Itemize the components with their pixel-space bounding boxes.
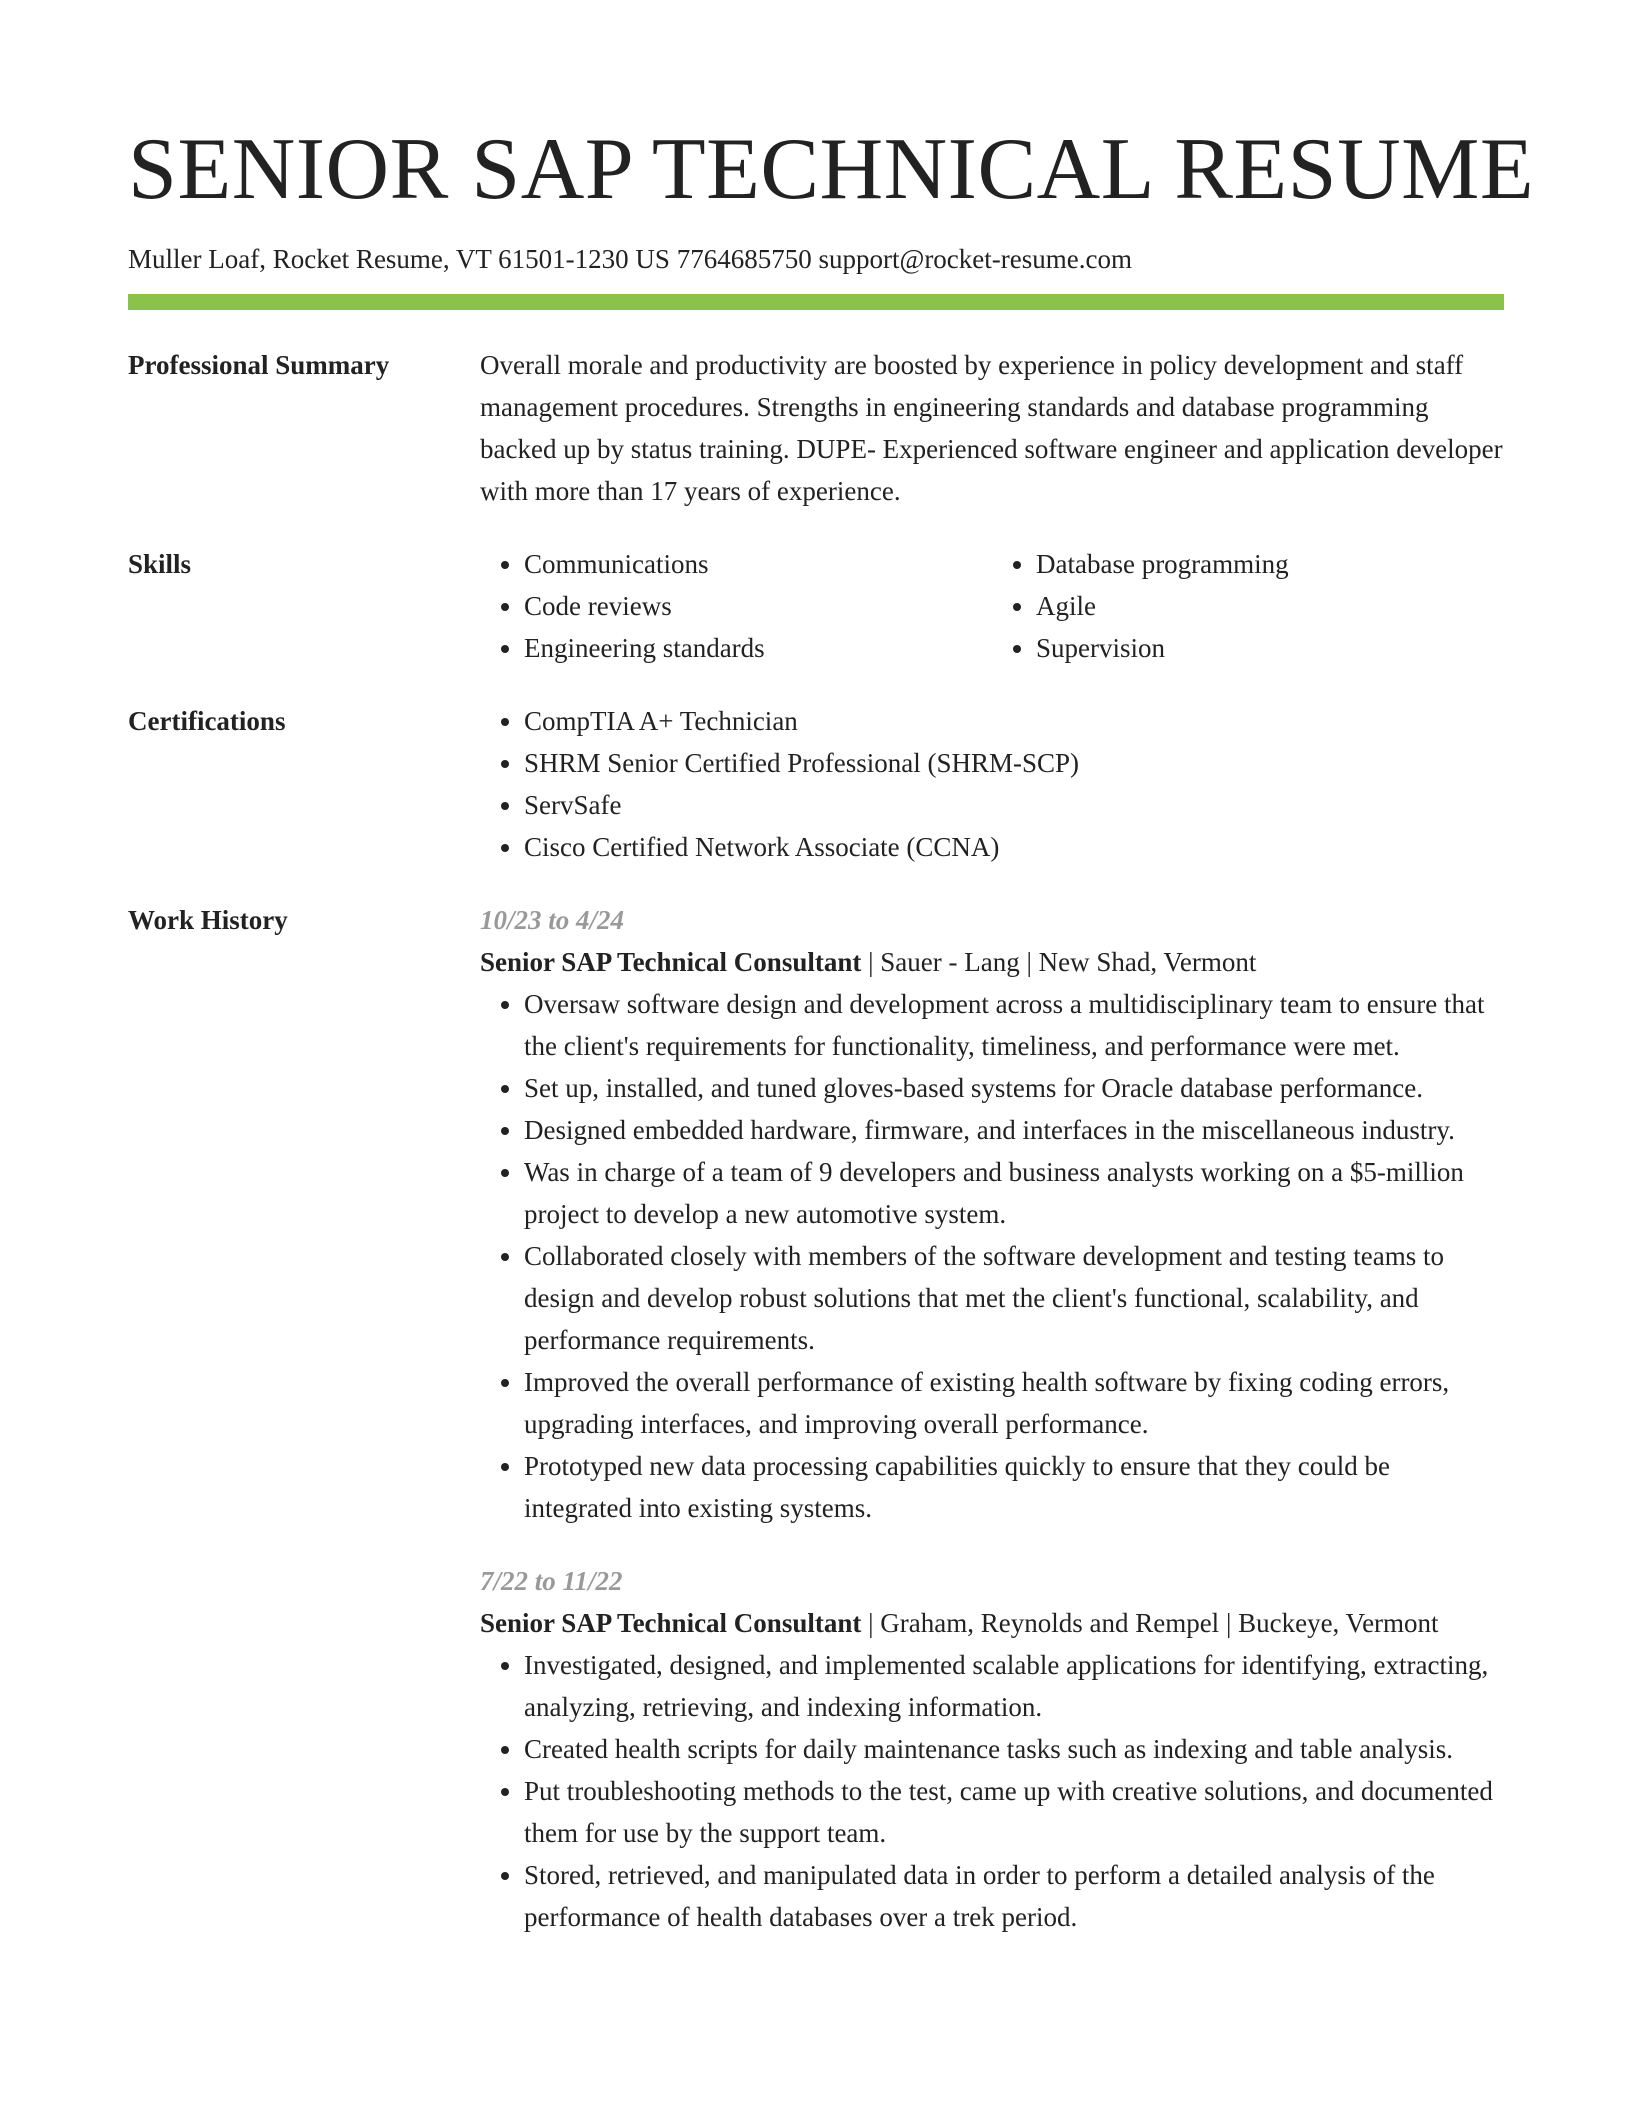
summary-label: Professional Summary xyxy=(128,350,390,380)
contact-email: support@rocket-resume.com xyxy=(818,244,1132,274)
job-heading xyxy=(480,941,1504,983)
job-bullet: • Was in charge of a team of 9 developers and business analysts working on a $5-million project to develop a new automotive system. xyxy=(524,1151,1504,1235)
job-bullet: • Stored, retrieved, and manipulated data in order to perform a detailed analysis of the performance of health databases over a trek period. xyxy=(524,1854,1504,1938)
skill-item: • Supervision xyxy=(1036,627,1504,669)
skills-grid xyxy=(480,543,1504,669)
skills-label: Skills xyxy=(128,549,192,579)
job-bullet: • Set up, installed, and tuned gloves-based systems for Oracle database performance. xyxy=(524,1067,1504,1109)
skills-column-2 xyxy=(992,543,1504,669)
certifications-section xyxy=(128,700,1504,868)
certification-item: • SHRM Senior Certified Professional (SHRM-SCP) xyxy=(524,742,1504,784)
skills-section xyxy=(128,543,1504,669)
job-bullet: • Improved the overall performance of existing health software by fixing coding errors, upgrading interfaces, and improving overall performance. xyxy=(524,1361,1504,1445)
job-heading xyxy=(480,1602,1504,1644)
job-bullets xyxy=(480,983,1504,1529)
job-bullet: • Prototyped new data processing capabilities quickly to ensure that they could be integrated into existing systems. xyxy=(524,1445,1504,1529)
job-title: Senior SAP Technical Consultant xyxy=(480,1608,862,1638)
job-employer-location: | Graham, Reynolds and Rempel | Buckeye, Vermont xyxy=(861,1608,1439,1638)
job-title: Senior SAP Technical Consultant xyxy=(480,947,862,977)
job-bullet: • Designed embedded hardware, firmware, and interfaces in the miscellaneous industry. xyxy=(524,1109,1504,1151)
work-history-section xyxy=(128,899,1504,1938)
job-employer-location: | Sauer - Lang | New Shad, Vermont xyxy=(861,947,1257,977)
job-bullet: • Oversaw software design and development across a multidisciplinary team to ensure that the client's requirements for functionality, timeliness, and performance were met. xyxy=(524,983,1504,1067)
contact-address: Muller Loaf, Rocket Resume, VT 61501-1230 US xyxy=(128,244,670,274)
skill-item: • Communications xyxy=(524,543,992,585)
certification-item: • ServSafe xyxy=(524,784,1504,826)
certifications-list xyxy=(480,700,1504,868)
skill-item: • Database programming xyxy=(1036,543,1504,585)
summary-section xyxy=(128,344,1504,512)
job-bullet: • Collaborated closely with members of the software development and testing teams to design and develop robust solutions that met the client's functional, scalability, and performance requirements. xyxy=(524,1235,1504,1361)
header-divider xyxy=(128,294,1504,310)
certification-item: • CompTIA A+ Technician xyxy=(524,700,1504,742)
job-bullet: • Put troubleshooting methods to the test, came up with creative solutions, and documented them for use by the support team. xyxy=(524,1770,1504,1854)
certifications-label: Certifications xyxy=(128,706,286,736)
certification-item: • Cisco Certified Network Associate (CCNA) xyxy=(524,826,1504,868)
job-entry xyxy=(480,899,1504,1529)
skills-column-1 xyxy=(480,543,992,669)
contact-line xyxy=(128,242,1504,276)
work-history-jobs xyxy=(480,899,1504,1938)
job-bullet: • Investigated, designed, and implemented scalable applications for identifying, extracting, analyzing, retrieving, and indexing information. xyxy=(524,1644,1504,1728)
work-history-label: Work History xyxy=(128,905,288,935)
job-entry xyxy=(480,1560,1504,1938)
job-dates: 10/23 to 4/24 xyxy=(480,905,625,935)
summary-text: Overall morale and productivity are boosted by experience in policy development and staff management procedures. Strengths in engineering standards and database programming backed up by status training. DUPE- Experienced software engineer and application developer with more than 17 years of experience. xyxy=(480,350,1503,506)
contact-phone: 7764685750 xyxy=(676,244,812,274)
resume-title: SENIOR SAP TECHNICAL RESUME xyxy=(128,121,1535,218)
skill-item: • Engineering standards xyxy=(524,627,992,669)
job-bullets xyxy=(480,1644,1504,1938)
resume-page xyxy=(128,0,1535,1938)
skill-item: • Code reviews xyxy=(524,585,992,627)
skill-item: • Agile xyxy=(1036,585,1504,627)
job-dates: 7/22 to 11/22 xyxy=(480,1566,623,1596)
job-bullet: • Created health scripts for daily maintenance tasks such as indexing and table analysis. xyxy=(524,1728,1504,1770)
